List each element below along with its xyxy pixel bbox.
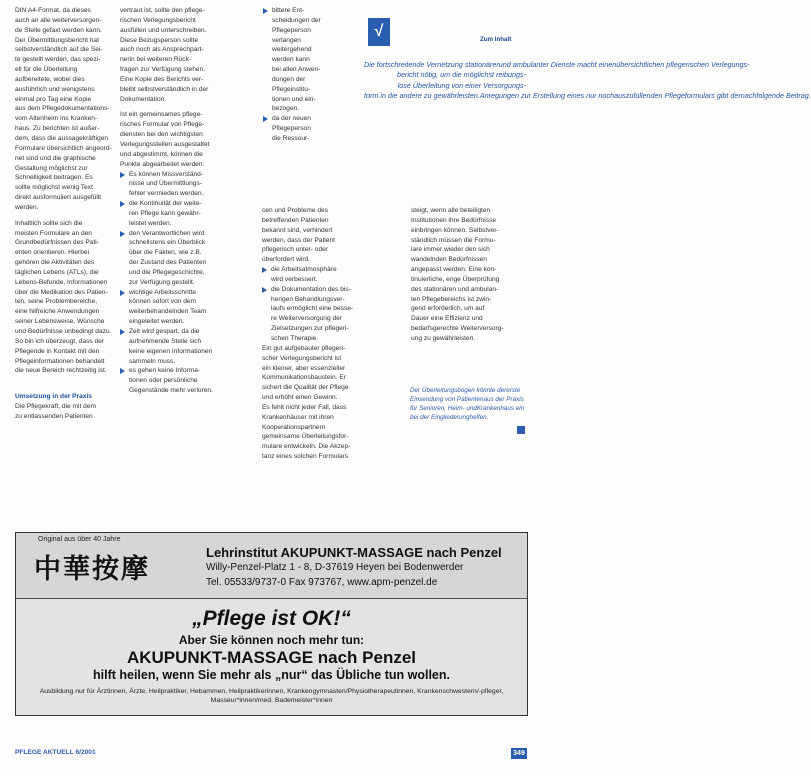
text-line: cen und Probleme des [262,207,328,214]
text-line: bleibt selbstverständlich in der [120,85,209,93]
col1-block-c [15,402,97,422]
text-line: Pflegende in Kontakt mit den [15,347,100,355]
advertisement [15,532,528,716]
text-line: bekannt sind, verhindert [262,226,333,234]
text-line: Institutionen ihre Bedürfnisse [411,216,497,224]
bullet-line: Es können Missverständ- [129,170,204,178]
text-line: bericht nötig, um die möglichst reibungs- [396,70,526,80]
bullet-line: den Verantwortlichen wird [129,229,205,237]
bullet-line: tionen und ein- [272,95,316,103]
text-line: pflegerisch unter- oder [262,246,328,254]
text-line: Krankenhäuser mit ihren [262,413,334,421]
checkmark-icon: √ [368,18,390,46]
bullet-line: und die Pflegegeschichte, [129,268,205,276]
text-line: erste Einsendung von Patienten [410,387,521,403]
text-line: net sind und die graphische [15,154,96,162]
ad-header [16,533,527,599]
bullet-line: die Dokumentation des bis- [271,285,351,293]
text-line: betreffenden Patienten [262,216,329,224]
bullet-line: zur Verfügung gestellt. [129,278,195,286]
text-line: vom Altenheim ins Kranken- [15,115,98,123]
text-line: aus dem Pflegedokumentations- [15,105,110,113]
text-line: Der Übermittlungsbericht hat [15,36,99,44]
text-line: Die fortschreitende Vernetzung stationärer [364,60,499,69]
text-line: und abgestimmt, können die [120,150,203,158]
text-line: tanz eines solchen Formulars [262,453,349,461]
bullet-line: re Weiterversorgung der [271,315,342,323]
text-line: Der Überleitungsbogen könnte der [410,387,507,394]
text-line: Diese Bezugsperson sollte [120,36,199,44]
bullet-line: Pflegeperson [272,125,311,133]
bullet-line: sammeln muss. [129,357,176,365]
institute-name: Lehrinstitut AKUPUNKT-MASSAGE nach Penzel [206,545,502,560]
bullet-line: werden kann [272,56,310,64]
text-line: direkt ausformuliert ausgefüllt [15,194,102,202]
text-line: Inhaltlich sollte sich die [15,219,83,227]
text-line: aufbereitete, wobei dies [15,75,85,83]
text-line: gehören die Aktivitäten des [15,259,95,267]
bullet-line: tionen oder persönliche [129,377,198,385]
bullet-item [263,114,343,144]
text-line: diensten bei den wichtigsten [120,131,203,139]
text-line: Gestaltung möglichst zur [15,164,88,172]
bullet-line: über die Fakten, wie z.B. [129,249,202,257]
text-line: mulare entwickeln. Die Akzep- [262,443,351,451]
bullet-item [120,288,207,327]
bullet-triangle-icon [263,8,268,14]
bullet-line: bezogen. [272,105,300,113]
col1-subheading: Umsetzung in der Praxis [15,393,92,401]
text-line: Krankenhaus ein bei der Eingliederung [410,405,525,421]
bullet-item [262,285,352,344]
text-line: Dokumentation. [120,95,167,103]
text-line: auch an alle weiterversorgen- [15,16,102,24]
text-line: DIN A4-Format, da dieses [15,7,91,14]
text-line: So bin ich überzeugt, dass der [15,337,105,345]
text-line: über die Medikation des Patien- [15,288,108,296]
text-line: ein kleiner, aber essenzieller [262,364,346,372]
text-line: ung zu gewährleisten. [411,334,476,342]
column-3-lower [262,206,352,462]
text-line: wandelnden Bedürfnissen [411,256,487,264]
text-line: werden. [15,203,39,211]
text-line: einbringen können. Selbstver- [411,226,499,234]
col3-bullets-top [263,6,343,144]
bullet-line: da der neuen [272,115,311,123]
bullet-triangle-icon [262,287,267,293]
bullet-line: bei allen Anwen- [272,66,321,74]
text-line: steigt, wenn alle beteiligten [411,207,491,214]
bullet-line: fehler vermieden werden. [129,190,204,198]
text-line: dem, dass die aussagekräftigen [15,134,109,142]
text-line: risches Formular von Pflege- [120,121,205,129]
text-line: Eine Kopie des Berichts ver- [120,75,204,83]
bullet-line: Pflegeperson [272,26,311,34]
bullet-line: bittere Ent- [272,7,305,14]
text-line: vertraut ist, sollte den pflege- [120,7,205,14]
bullet-line: die Kontinuität der weite- [129,200,202,208]
text-line: ten, seine Problembereiche, [15,298,98,306]
text-line: helfen. [469,414,489,421]
col2-block-b [120,110,210,169]
bullet-triangle-icon [120,172,125,178]
bullet-line: können sofort von dem [129,298,197,306]
bullet-triangle-icon [120,201,125,207]
text-line: auch noch als Ansprechpart- [120,46,204,54]
text-line: gemeinsame Überleitungsfor- [262,433,349,441]
text-line: fragen zur Verfügung stehen. [120,66,206,74]
text-line: Ist ein gemeinsames pflege- [120,111,203,119]
bullet-line: schnellstens ein Überblick [129,239,206,247]
text-line: bedarfsgerechte Weiterversorg- [411,325,504,333]
bullet-item [120,229,207,288]
col3-block-b [262,344,352,462]
intro-heading[interactable]: Zum Inhalt [480,36,512,43]
ad-subline: Aber Sie können noch mehr tun: [178,633,365,647]
bullet-line: der Zustand des Patienten [129,259,207,267]
bullet-line: dungen der [272,75,306,83]
footer-publication: PFLEGE AKTUELL 6/2001 [15,749,96,756]
end-of-article-icon [517,426,525,434]
text-line: ausfüllen und unterschreiben. [120,26,207,34]
text-line: einmal pro Tag eine Kopie [15,95,92,103]
text-line: aus der Praxis für Senioren, Heim- und [410,396,524,412]
bullet-line: Pflegeinstitu- [272,85,311,93]
text-line: überfordert wird. [262,256,311,264]
text-line: lare immer wieder den sich [411,246,490,254]
institute-contact[interactable]: Tel. 05533/9737-0 Fax 973767, www.apm-penzel.de [206,577,438,588]
bullet-line: wichtige Arbeitsschritte [129,288,197,296]
bullet-line: weitergehend [272,46,312,54]
page-number: 349 [511,748,527,759]
text-line: selbstverständlich auf die Sei- [15,46,103,54]
ad-slogan: „Pflege ist OK!“ [192,607,351,630]
text-line: scher Verlegungsbericht ist [262,354,342,362]
bullet-line: aufnehmende Stelle sich [129,337,202,345]
text-line: eine hilfreiche Anwendungen [15,308,100,316]
text-line: Verlegungsstellen ausgestaltet [120,140,210,148]
bullet-line: keine eigenen Informationen [129,347,213,355]
intro-text [364,60,811,101]
text-line: zu entlassenden Patienten [15,412,93,420]
text-line: de Stelle gefaxt werden kann. [15,26,102,34]
text-line: ell für die Überleitung [15,66,78,74]
text-line: form in die andere zu gewährleisten. [364,90,480,100]
text-line: Ein gut aufgebauter pflegeri- [262,344,346,352]
text-line: meisten Formulare an den [15,229,92,237]
text-line: die neue Bereich rechtzeitig ist. [15,367,107,375]
bullet-line: nisse und Übermittlungs- [129,180,202,188]
chinese-logo: 中華按摩 [34,554,150,585]
bullet-line: wird verbessert. [271,275,318,283]
bullet-triangle-icon [263,116,268,122]
col1-block-b [15,219,112,377]
text-line: gend erforderlich, um auf [411,305,485,313]
column-3 [263,6,343,144]
text-line: nachfolgende Beitrag. [740,90,811,100]
column-2 [120,6,213,396]
bullet-item [262,265,352,285]
text-line: sollte möglichst wenig Text [15,184,93,192]
bullet-line: eingeleitet werden. [129,318,185,326]
bullet-line: laufs ermöglicht eine besse- [271,305,354,313]
bullet-item [120,170,204,200]
text-line: Pflegeinformationen behandelt [15,357,105,365]
bullet-triangle-icon [120,290,125,296]
text-line: Die Pflegekraft, die mit dem [15,403,96,411]
col2-bullets [120,170,213,396]
text-line: haus. Zu berichten ist außer- [15,125,100,133]
text-line: auszufüllenden Pflegeformulars gibt der [614,90,741,100]
text-line: täglichen Lebens (ATLs), die [15,268,99,276]
text-line: Punkte abgearbeitet werden: [120,160,205,168]
bullet-line: Zeit wird gespart, da die [129,328,200,335]
bullet-line: es gehen keine Informa- [129,367,201,375]
bullet-triangle-icon [120,329,125,335]
text-line: ständlich müssen die Formu- [411,236,496,244]
text-line: Kooperationspartnern [262,423,326,431]
bullet-line: scheidungen der [272,16,321,24]
bullet-item [120,366,213,396]
bullet-triangle-icon [262,267,267,273]
text-line: übersichtlichen pflegerischen Verlegungs- [616,60,750,69]
image-caption [410,386,526,422]
text-line: Formulare übersichtlich angeord- [15,144,112,152]
text-line: lose Überleitung von einer Versorgungs- [397,80,526,90]
text-line: werden, dass der Patient [262,236,335,244]
bullet-line: schen Therapie. [271,334,319,342]
bullet-line: Gegenstände mehr verloren. [129,387,213,395]
ad-training-note: Ausbildung nur für Ärztinnen, Ärzte, Heilpraktiker, Hebammen, Heilpraktikerinnen, Krankengymnasten/Physiotherapeutinnen, Krankenschwestern/-pfleger, Masseur*innen/med. Bademeister*innen [39,688,504,704]
bullet-line: die Arbeitsatmosphäre [271,266,337,274]
text-line: enten orientieren. Hierbei [15,249,90,257]
col3-block-a [262,206,352,265]
column-4 [411,206,526,344]
text-line: Grundbedürfnissen des Pati- [15,239,99,247]
text-line: ten Pflegebereichs ist zwin- [411,295,492,303]
bullet-triangle-icon [120,231,125,237]
text-line: des stationären und ambulan- [411,285,499,293]
text-line: ausführlich und wenigstens [15,85,95,93]
text-line: Kommunikationsbaustein. Er [262,374,346,382]
ad-tagline: hilft heilen, wenn Sie mehr als „nur“ das Übliche tun wollen. [92,668,450,682]
text-line: angepasst werden. Eine kon- [411,266,497,274]
column-1 [15,6,112,422]
text-line: te gestellt werden, das spezi- [15,56,101,64]
text-line: Dauer eine Effizienz und [411,315,483,323]
text-line: und Bedürfnisse unbedingt dazu. [15,328,112,335]
institute-address: Willy-Penzel-Platz 1 - 8, D-37619 Heyen bei Bodenwerder [206,562,464,573]
text-line: rischen Verlegungsbericht [120,16,196,24]
text-line: nerin bei weiteren Rück- [120,56,192,64]
text-line: Lebens-Befunde, Informationen [15,278,108,286]
bullet-line: herigen Behandlungsver- [271,295,345,303]
col2-block-a [120,6,209,104]
ad-top-label: Original aus über 40 Jahre [38,536,121,543]
text-line: Anregungen zur Erstellung eines nur noch [479,90,615,100]
bullet-triangle-icon [120,368,125,374]
text-line: Es fehlt nicht jeder Fall, dass [262,403,347,411]
bullet-line: verlangen [272,36,301,44]
bullet-item [120,327,213,366]
text-line: tinuierliche, enge Überprüfung [411,275,500,283]
ad-brand: AKUPUNKT-MASSAGE nach Penzel [126,648,417,667]
bullet-item [120,199,202,229]
text-line: Schnelligkeit beitragen. Es [15,174,93,182]
bullet-line: die Ressour- [272,134,310,142]
bullet-line: Zielsetzungen zur pflegeri- [271,325,349,333]
bullet-line: weiterbehandelnden Team [129,308,207,316]
bullet-item [263,6,343,114]
col3-bullets-b [262,265,352,344]
text-line: sichert die Qualität der Pflege [262,384,349,392]
col4-block [411,206,526,344]
bullet-line: ren Pflege kann gewähr- [129,209,201,217]
bullet-line: leistet werden. [129,219,172,227]
text-line: seiner Lebensweise, Wünsche [15,318,105,326]
text-line: und erhöht einen Gewinn. [262,394,338,402]
col1-block-a [15,6,112,213]
text-line: und ambulanter Dienste macht einen [498,60,617,69]
